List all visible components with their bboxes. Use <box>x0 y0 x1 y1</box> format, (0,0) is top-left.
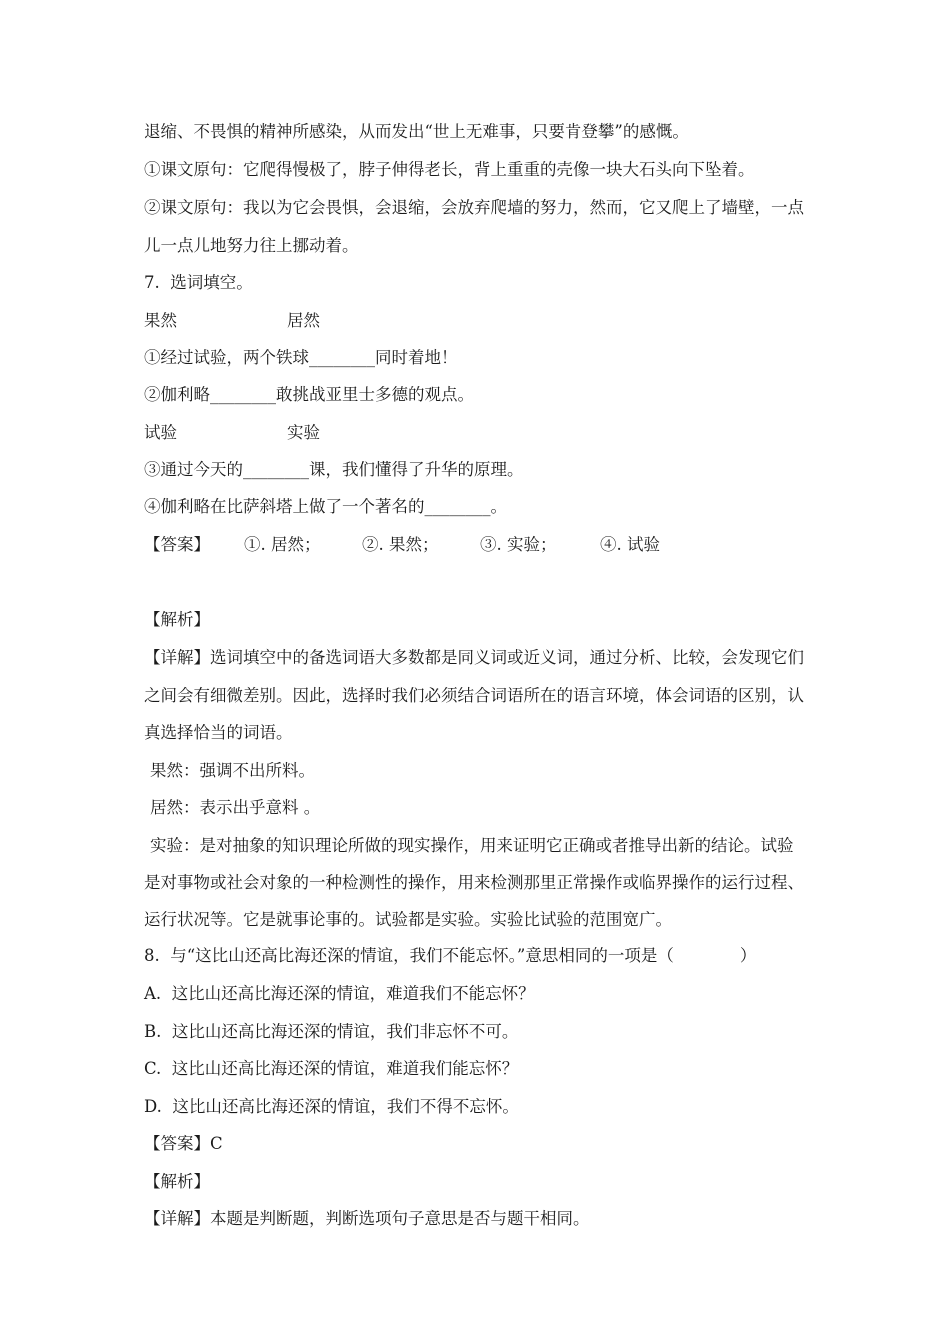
text-line: 退缩、不畏惧的精神所感染，从而发出“世上无难事，只要肯登攀”的感慨。 <box>144 122 689 141</box>
answer-item: ②. 果然； <box>362 535 439 554</box>
text-line: 果然：强调不出所料。 <box>150 761 315 780</box>
text-line: ③通过今天的________课，我们懂得了升华的原理。 <box>144 460 524 479</box>
text-line: 运行状况等。它是就事论事的。试验都是实验。实验比试验的范围宽广。 <box>144 910 672 929</box>
answer-item: ①. 居然； <box>244 535 321 554</box>
text-line: 是对事物或社会对象的一种检测性的操作，用来检测那里正常操作或临界操作的运行过程、 <box>144 873 804 892</box>
text-line: 居然：表示出乎意料 。 <box>150 798 321 817</box>
word-choice-2: 居然 <box>287 311 320 330</box>
answer-line: 【答案】C <box>144 1134 223 1153</box>
question-7-heading: 7. 选词填空。 <box>144 273 253 292</box>
answer-label: 【答案】 <box>144 535 210 554</box>
word-choice-1: 果然 <box>144 311 177 330</box>
word-choice-3: 试验 <box>144 423 177 442</box>
option-a: A. 这比山还高比海还深的情谊，难道我们不能忘怀？ <box>144 984 535 1003</box>
text-line: ②伽利略________敢挑战亚里士多德的观点。 <box>144 385 474 404</box>
text-line: ②课文原句：我以为它会畏惧，会退缩，会放弃爬墙的努力，然而，它又爬上了墙壁，一点 <box>144 198 804 217</box>
text-line: ①经过试验，两个铁球________同时着地！ <box>144 348 458 367</box>
word-choice-4: 实验 <box>287 423 320 442</box>
option-d: D. 这比山还高比海还深的情谊，我们不得不忘怀。 <box>144 1097 519 1116</box>
text-line: 真选择恰当的词语。 <box>144 723 293 742</box>
text-line: 之间会有细微差别。因此，选择时我们必须结合词语所在的语言环境，体会词语的区别，认 <box>144 686 804 705</box>
text-line: 实验：是对抽象的知识理论所做的现实操作，用来证明它正确或者推导出新的结论。试验 <box>150 836 794 855</box>
question-8-heading: 8. 与“这比山还高比海还深的情谊，我们不能忘怀。”意思相同的一项是（ ） <box>144 946 757 965</box>
answer-item: ③. 实验； <box>480 535 557 554</box>
option-c: C. 这比山还高比海还深的情谊，难道我们能忘怀？ <box>144 1059 519 1078</box>
text-line: ①课文原句：它爬得慢极了，脖子伸得老长，背上重重的壳像一块大石头向下坠着。 <box>144 160 755 179</box>
text-line: 儿一点儿地努力往上挪动着。 <box>144 236 359 255</box>
option-b: B. 这比山还高比海还深的情谊，我们非忘怀不可。 <box>144 1022 519 1041</box>
answer-item: ④. 试验 <box>600 535 660 554</box>
text-line: 【详解】本题是判断题，判断选项句子意思是否与题干相同。 <box>144 1209 590 1228</box>
text-line: 【详解】选词填空中的备选词语大多数都是同义词或近义词，通过分析、比较，会发现它们 <box>144 648 804 667</box>
analysis-heading: 【解析】 <box>144 610 210 629</box>
answer-row <box>144 535 744 555</box>
text-line: ④伽利略在比萨斜塔上做了一个著名的________。 <box>144 497 507 516</box>
analysis-heading: 【解析】 <box>144 1172 210 1191</box>
